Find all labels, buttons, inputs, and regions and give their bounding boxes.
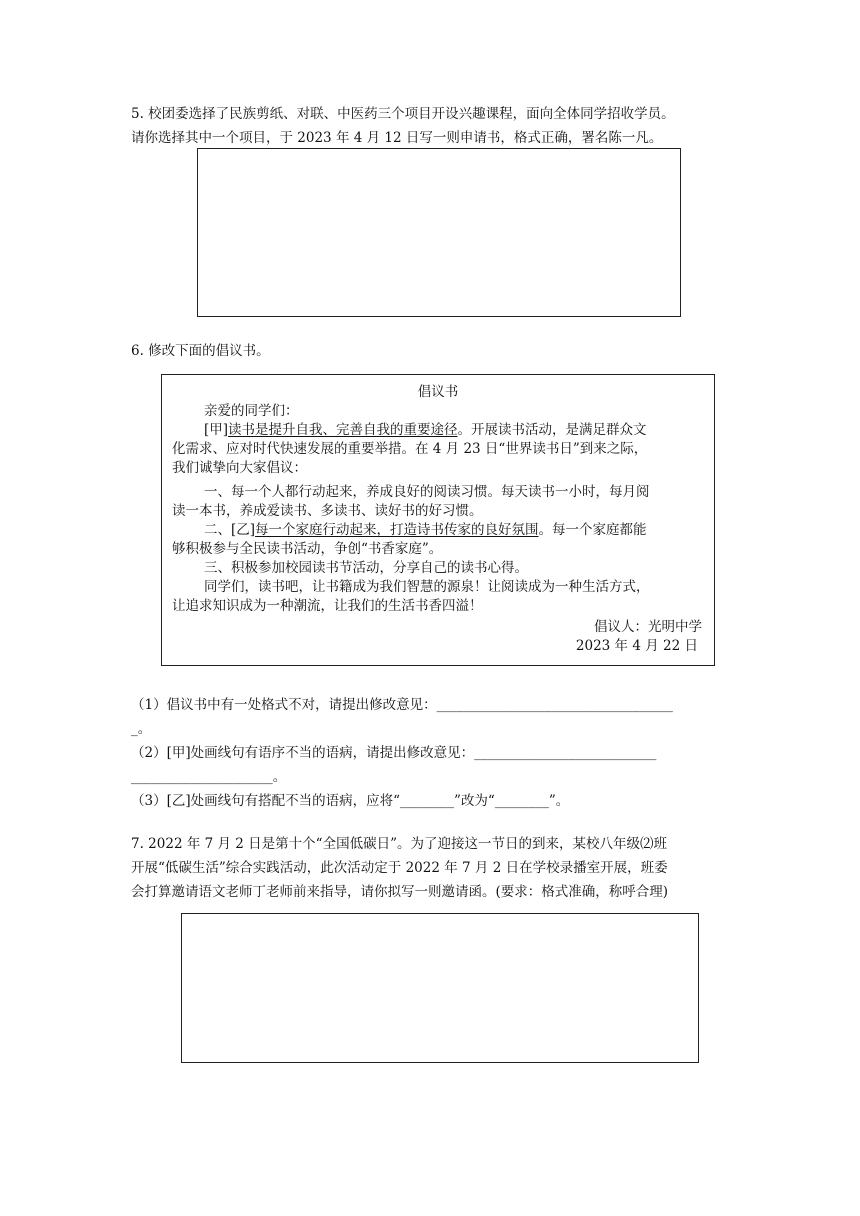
proposal-item2-line1 <box>204 521 647 540</box>
proposal-letter-box <box>161 374 715 666</box>
q5-text-line-2: 请你选择其中一个项目，于 2023 年 4 月 12 日写一则申请书，格式正确，署名陈一凡。 <box>131 130 663 146</box>
q6-sub1-line1: （1）倡议书中有一处格式不对，请提出修改意见：___________________________________ <box>131 697 673 713</box>
q7-text-line-2: 开展“低碳生活”综合实践活动，此次活动定于 2022 年 7 月 2 日在学校录播室开展，班委 <box>131 860 668 876</box>
proposal-signer: 倡议人：光明中学 <box>594 619 702 635</box>
proposal-item1-line2: 读一本书，养成爱读书、多读书、读好书的好习惯。 <box>172 503 483 519</box>
item2-rest: 。每一个家庭都能 <box>538 522 647 538</box>
proposal-para1-line2: 化需求、应对时代快速发展的重要举措。在 4 月 23 日“世界读书日”到来之际， <box>172 441 648 457</box>
q6-sub3: （3）[乙]处画线句有搭配不当的语病，应将“________”改为“________”。 <box>131 793 570 809</box>
q7-text-line-1: 7. 2022 年 7 月 2 日是第十个“全国低碳日”。为了迎接这一节日的到来，某校八年级⑵班 <box>131 836 667 852</box>
q6-sub2-line2: _____________________。 <box>131 769 287 785</box>
para1-rest: 。开展读书活动，是满足群众文 <box>457 422 647 438</box>
proposal-item1-line1: 一、每一个人都行动起来，养成良好的阅读习惯。每天读书一小时，每月阅 <box>204 484 650 500</box>
q7-answer-box[interactable] <box>181 913 699 1063</box>
proposal-item2-line2: 够积极参与全民读书活动，争创“书香家庭”。 <box>172 541 443 557</box>
proposal-para1-line1 <box>204 421 647 440</box>
proposal-closing-line1: 同学们，读书吧，让书籍成为我们智慧的源泉！让阅读成为一种生活方式， <box>204 579 650 595</box>
q7-text-line-3: 会打算邀请语文老师丁老师前来指导，请你拟写一则邀请函。(要求：格式准确，称呼合理) <box>131 884 669 900</box>
proposal-closing-line2: 让追求知识成为一种潮流，让我们的生活书香四溢！ <box>172 598 483 614</box>
q6-sub2-line1: （2）[甲]处画线句有语序不当的语病，请提出修改意见：___________________________ <box>131 745 657 761</box>
q5-answer-box[interactable] <box>197 148 681 317</box>
proposal-heading: 倡议书 <box>417 384 459 400</box>
proposal-date: 2023 年 4 月 22 日 <box>575 638 698 654</box>
mark-yi: 二、[乙] <box>204 522 256 538</box>
q5-text-line-1: 5. 校团委选择了民族剪纸、对联、中医药三个项目开设兴趣课程，面向全体同学招收学员。 <box>131 106 675 122</box>
q6-title: 6. 修改下面的倡议书。 <box>131 343 270 359</box>
proposal-greeting: 亲爱的同学们： <box>204 403 299 419</box>
mark-jia: [甲] <box>204 422 229 438</box>
proposal-item3: 三、积极参加校园读书节活动，分享自己的读书心得。 <box>204 560 528 576</box>
q6-sub1-line2: _。 <box>131 721 152 737</box>
underlined-sentence-jia: 读书是提升自我、完善自我的重要途径 <box>228 422 458 438</box>
underlined-sentence-yi: 每一个家庭行动起来，打造诗书传家的良好氛围 <box>255 522 539 538</box>
proposal-para1-line3: 我们诚挚向大家倡议： <box>172 460 307 476</box>
